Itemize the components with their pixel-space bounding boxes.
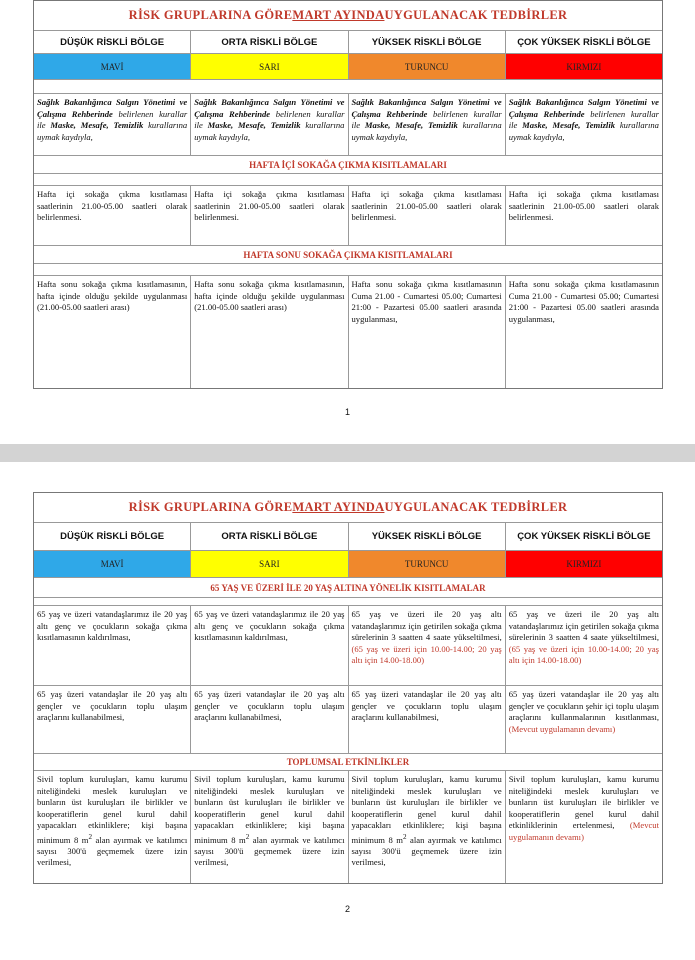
social-text-2: alan ayırmak ve katılımcı sayısı 300'ü geçmemek üzere izin verilmesi, — [37, 834, 188, 868]
color-cell-orange: TURUNCU — [349, 54, 506, 79]
weekday-cell-medium: Hafta içi sokağa çıkma kısıtlaması saatlerinin 21.00-05.00 saatleri olarak belirlenmesi. — [191, 186, 348, 245]
spacer-row — [34, 598, 662, 606]
color-cell-red: KIRMIZI — [506, 54, 662, 79]
weekend-row — [34, 276, 662, 388]
intro-bold: Sağlık Bakanlığınca Salgın Yönetimi ve Çalışma Rehberinde — [351, 97, 502, 119]
intro-text-2: kurallarına uymak kaydıyla, — [508, 120, 659, 142]
title-underlined: MART AYINDA — [292, 8, 385, 22]
social-superscript: 2 — [88, 832, 93, 841]
age1-very-high-text: 65 yaş ve üzeri ile 20 yaş altı vatandaşlarımız için getirilen sokağa çıkma sürelerinin 3 saatten 4 saate yükseltilmesi, — [508, 609, 659, 642]
age1-cell-medium: 65 yaş ve üzeri vatandaşlarımız ile 20 yaş altı genç ve çocukların sokağa çıkma kısıtlamasının kaldırılması, — [191, 606, 348, 685]
social-text-2: alan ayırmak ve katılımcı sayısı 300'ü geçmemek üzere izin verilmesi, — [351, 834, 502, 868]
spacer-row — [34, 264, 662, 276]
age1-cell-high — [349, 606, 506, 685]
color-cell-blue: MAVİ — [34, 551, 191, 577]
intro-bold: Sağlık Bakanlığınca Salgın Yönetimi ve Çalışma Rehberinde — [508, 97, 659, 119]
column-header-very-high: ÇOK YÜKSEK RİSKLİ BÖLGE — [517, 36, 651, 48]
social-row — [34, 771, 662, 883]
social-text: Sivil toplum kuruluşları, kamu kurumu niteliğindeki meslek kuruluşları ve bunların üst kuruluşları ile birlikler ve kooperatiflerin genel kurul dahil yapacakları etkinliklere; kişi başına minimum 8 m — [351, 774, 502, 845]
intro-bold-2: Maske, Mesafe, Temizlik — [522, 120, 616, 130]
section-weekday-row — [34, 156, 662, 174]
column-header-very-high: ÇOK YÜKSEK RİSKLİ BÖLGE — [517, 531, 651, 542]
weekend-cell-medium: Hafta sonu sokağa çıkma kısıtlamasının, hafta içinde olduğu şekilde uygulanması (21.00-05.00 saatleri arası) — [191, 276, 348, 388]
weekday-row — [34, 186, 662, 246]
age2-very-high-text: 65 yaş üzeri vatandaşlar ile 20 yaş altı gençler ve çocukların şehir içi toplu ulaşım araçlarını kullanmalarının kısıtlanması, — [508, 689, 659, 722]
table-title — [34, 1, 662, 30]
color-row — [34, 54, 662, 80]
intro-bold: Sağlık Bakanlığınca Salgın Yönetimi ve Çalışma Rehberinde — [194, 97, 345, 119]
spacer-cell — [34, 264, 662, 275]
social-very-high-note: (Mevcut uygulamanın devamı) — [508, 820, 659, 842]
intro-text: belirlenen kurallar ile — [351, 108, 502, 130]
title-underlined: MART AYINDA — [292, 500, 385, 514]
table-title-row — [34, 1, 662, 31]
weekend-cell-low: Hafta sonu sokağa çıkma kısıtlamasının, hafta içinde olduğu şekilde uygulanması (21.00-05.00 saatleri arası) — [34, 276, 191, 388]
age2-cell-low: 65 yaş üzeri vatandaşlar ile 20 yaş altı gençler ve çocukların toplu ulaşım araçlarını kullanabilmesi, — [34, 686, 191, 753]
intro-bold-2: Maske, Mesafe, Temizlik — [50, 120, 144, 130]
measures-table-page-2 — [33, 492, 663, 884]
social-cell-medium — [191, 771, 348, 883]
weekday-cell-very-high: Hafta içi sokağa çıkma kısıtlaması saatlerinin 21.00-05.00 saatleri olarak belirlenmesi. — [508, 189, 659, 222]
color-cell-yellow: SARI — [191, 551, 348, 577]
column-header-medium: ORTA RİSKLİ BÖLGE — [191, 31, 348, 53]
age1-high-text: 65 yaş ve üzeri ile 20 yaş altı vatandaşlarımız için getirilen sokağa çıkma sürelerinin 3 saatten 4 saate yükseltilmesi, — [351, 609, 502, 642]
measures-table-page-1 — [33, 0, 663, 389]
document-page-2 — [0, 462, 695, 960]
document-page-1 — [0, 0, 695, 444]
intro-text: belirlenen kurallar ile — [508, 108, 659, 130]
color-row — [34, 551, 662, 578]
age2-cell-medium: 65 yaş üzeri vatandaşlar ile 20 yaş altı gençler ve çocukların toplu ulaşım araçlarını kullanabilmesi, — [191, 686, 348, 753]
column-header-row — [34, 31, 662, 54]
column-header-high: YÜKSEK RİSKLİ BÖLGE — [349, 523, 506, 550]
table-title-row — [34, 493, 662, 523]
age2-very-high-note: (Mevcut uygulamanın devamı) — [508, 723, 616, 734]
color-cell-red: KIRMIZI — [506, 551, 662, 577]
weekday-cell-low: Hafta içi sokağa çıkma kısıtlaması saatlerinin 21.00-05.00 saatleri olarak belirlenmesi. — [34, 186, 191, 245]
intro-bold-2: Maske, Mesafe, Temizlik — [207, 120, 301, 130]
spacer-cell — [34, 174, 662, 185]
spacer-cell — [34, 80, 662, 93]
intro-text: belirlenen kurallar ile — [194, 108, 345, 130]
column-header-medium: ORTA RİSKLİ BÖLGE — [191, 523, 348, 550]
weekday-cell-high: Hafta içi sokağa çıkma kısıtlaması saatlerinin 21.00-05.00 saatleri olarak belirlenmesi. — [349, 186, 506, 245]
section-age-row — [34, 578, 662, 598]
table-title — [34, 493, 662, 522]
social-superscript: 2 — [245, 832, 250, 841]
page-number-2: 2 — [344, 904, 350, 914]
spacer-cell — [34, 598, 662, 605]
column-header-low: DÜŞÜK RİSKLİ BÖLGE — [34, 31, 191, 53]
section-heading-age: 65 YAŞ VE ÜZERİ İLE 20 YAŞ ALTINA YÖNELİK KISITLAMALAR — [210, 582, 486, 593]
color-cell-blue: MAVİ — [34, 54, 191, 79]
intro-text-2: kurallarına uymak kaydıyla, — [194, 120, 345, 142]
color-cell-orange: TURUNCU — [349, 551, 506, 577]
social-cell-very-high — [506, 771, 662, 883]
social-text: Sivil toplum kuruluşları, kamu kurumu niteliğindeki meslek kuruluşları ve bunların üst kuruluşları ile birlikler ve kooperatiflerin genel kurul dahil yapacakları etkinliklere; kişi başına minimum 8 m — [194, 774, 345, 845]
color-cell-yellow: SARI — [191, 54, 348, 79]
column-header-low: DÜŞÜK RİSKLİ BÖLGE — [34, 523, 191, 550]
age2-cell-very-high — [506, 686, 662, 753]
section-heading-weekday: HAFTA İÇİ SOKAĞA ÇIKMA KISITLAMALARI — [249, 159, 447, 170]
age-row-2 — [34, 686, 662, 754]
intro-bold-2: Maske, Mesafe, Temizlik — [364, 120, 458, 130]
age1-cell-low: 65 yaş ve üzeri vatandaşlarımız ile 20 yaş altı genç ve çocukların sokağa çıkma kısıtlamasının kaldırılması, — [34, 606, 191, 685]
section-heading-social: TOPLUMSAL ETKİNLİKLER — [286, 757, 410, 767]
age-row-1 — [34, 606, 662, 686]
intro-text-2: kurallarına uymak kaydıyla, — [37, 120, 188, 142]
weekend-cell-very-high: Hafta sonu sokağa çıkma kısıtlamasının Cuma 21.00 - Cumartesi 05.00; Cumartesi 21:00 - Pazartesi 05.00 saatleri arasında uygulanması, — [508, 279, 659, 324]
column-header-row — [34, 523, 662, 551]
social-text-2: alan ayırmak ve katılımcı sayısı 300'ü geçmemek üzere izin verilmesi, — [194, 834, 345, 868]
column-header-high: YÜKSEK RİSKLİ BÖLGE — [349, 31, 506, 53]
section-social-row — [34, 754, 662, 771]
title-suffix: UYGULANACAK TEDBİRLER — [384, 8, 568, 22]
spacer-row — [34, 80, 662, 94]
age2-cell-high: 65 yaş üzeri vatandaşlar ile 20 yaş altı gençler ve çocukların toplu ulaşım araçlarını kullanabilmesi, — [349, 686, 506, 753]
intro-text: belirlenen kurallar ile — [37, 108, 188, 130]
intro-text-2: kurallarına uymak kaydıyla, — [351, 120, 502, 142]
title-suffix: UYGULANACAK TEDBİRLER — [384, 500, 568, 514]
social-text: Sivil toplum kuruluşları, kamu kurumu niteliğindeki meslek kuruluşları ve bunların üst kuruluşları ile birlikler ve kooperatiflerin genel kurul dahil yapacakları etkinliklere; kişi başına minimum 8 m — [37, 774, 188, 845]
age1-cell-very-high — [506, 606, 662, 685]
spacer-row — [34, 174, 662, 186]
age1-high-note: (65 yaş ve üzeri için 10.00-14.00; 20 yaş altı için 14.00-18.00) — [351, 643, 502, 665]
section-heading-weekend: HAFTA SONU SOKAĞA ÇIKMA KISITLAMALARI — [243, 249, 453, 260]
intro-cell-low — [34, 94, 191, 155]
intro-bold: Sağlık Bakanlığınca Salgın Yönetimi ve Çalışma Rehberinde — [37, 97, 188, 119]
intro-cell-very-high — [506, 94, 662, 155]
social-very-high-text: Sivil toplum kuruluşları, kamu kurumu niteliğindeki meslek kuruluşları ve bunların üst kuruluşları ile birlikler ve kooperatiflerin genel kurul dahil etkinliklerinin ertelenmesi, — [508, 774, 659, 830]
social-cell-high — [349, 771, 506, 883]
intro-cell-high — [349, 94, 506, 155]
intro-cell-medium — [191, 94, 348, 155]
weekend-cell-high: Hafta sonu sokağa çıkma kısıtlamasının Cuma 21.00 - Cumartesi 05.00; Cumartesi 21:00 - Pazartesi 05.00 saatleri arasında uygulanması, — [349, 276, 506, 388]
social-superscript: 2 — [402, 832, 407, 841]
title-prefix: RİSK GRUPLARINA GÖRE — [128, 8, 293, 22]
page-number-1: 1 — [344, 407, 350, 417]
section-weekend-row — [34, 246, 662, 264]
social-cell-low — [34, 771, 191, 883]
intro-row — [34, 94, 662, 156]
age1-very-high-note: (65 yaş ve üzeri için 10.00-14.00; 20 yaş altı için 14.00-18.00) — [508, 643, 659, 665]
title-prefix: RİSK GRUPLARINA GÖRE — [128, 500, 293, 514]
